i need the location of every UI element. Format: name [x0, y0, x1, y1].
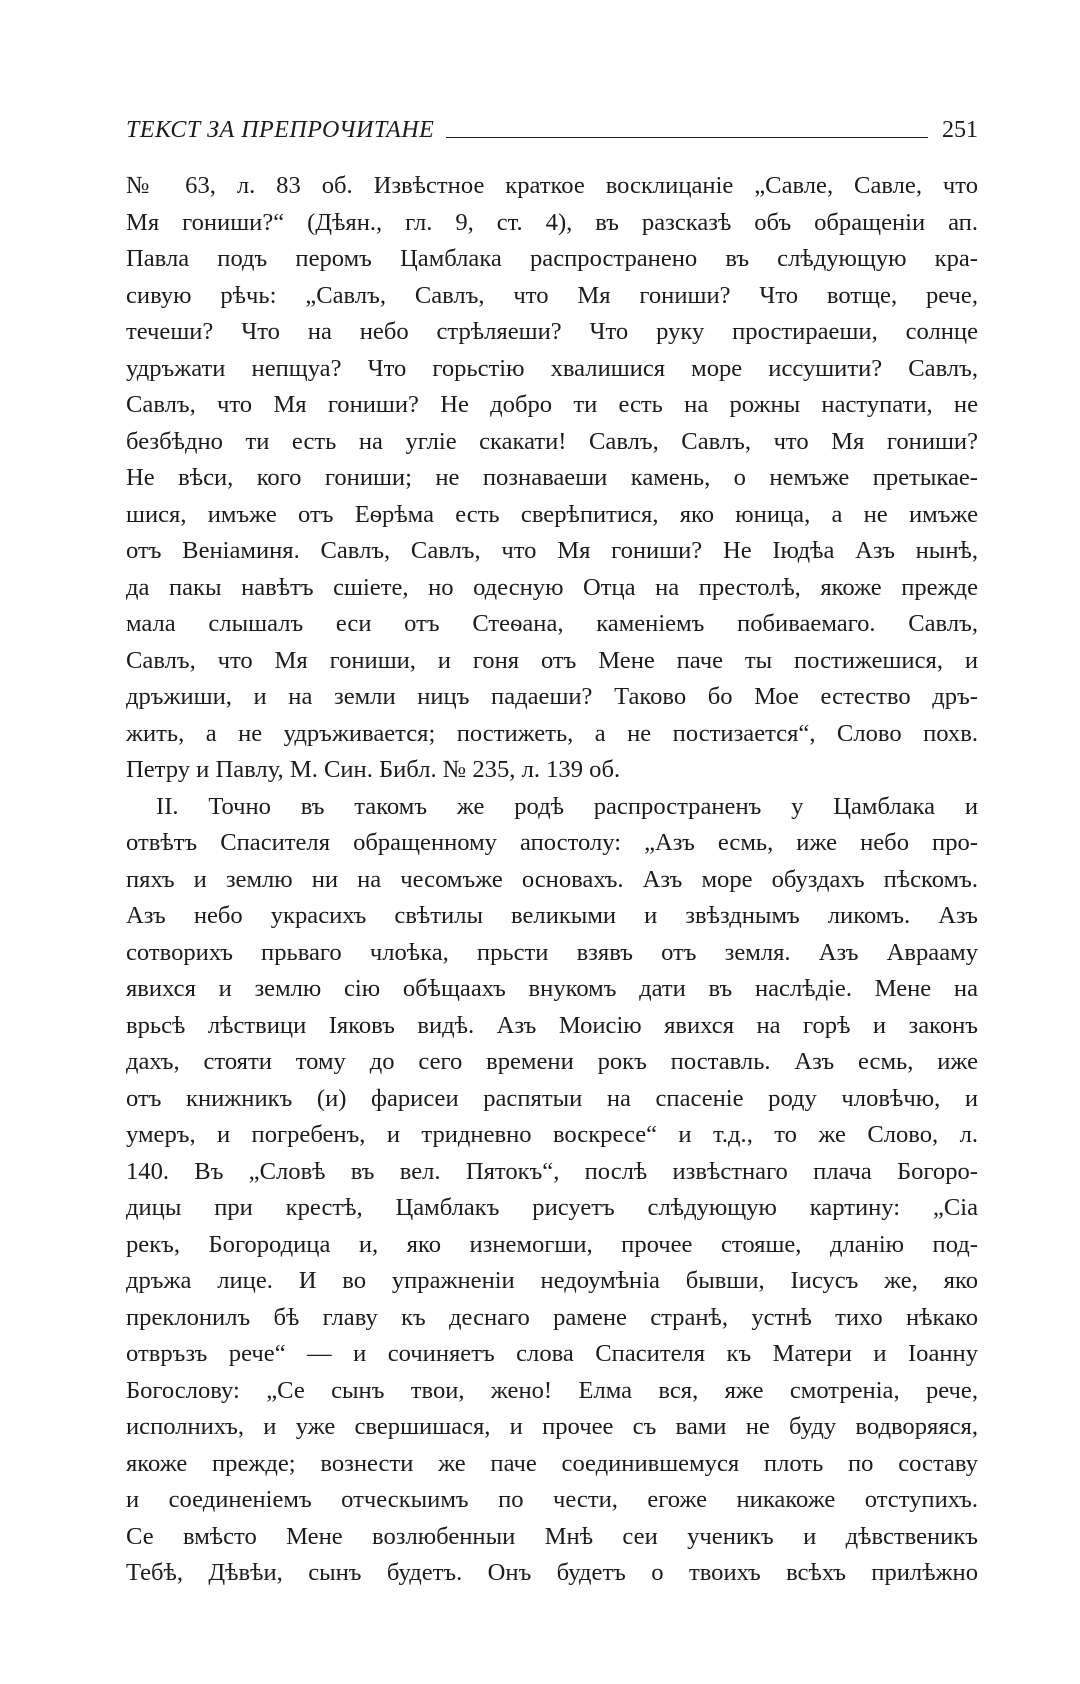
- text-line: Азъ небо украсихъ свѣтилы великыми и звѣзднымъ ликомъ. Азъ: [126, 902, 978, 929]
- body-text: [126, 168, 978, 1592]
- text-line: № 63, л. 83 об. Извѣстное краткое восклицаніе „Савле, Савле, что: [126, 172, 978, 199]
- text-line: Не вѣси, кого гониши; не познаваеши камень, о немъже претыкае-: [126, 464, 978, 491]
- running-title: ТЕКСТ ЗА ПРЕПРОЧИТАНЕ: [126, 117, 435, 143]
- text-line: удръжати непщуа? Что горьстію хвалишися море иссушити? Савлъ,: [126, 354, 978, 382]
- text-line: рекъ, Богородица и, яко изнемогши, прочее стояше, дланію под-: [126, 1230, 978, 1258]
- text-line: дръжа лице. И во упражненіи недоумѣніа бывши, Іисусъ же, яко: [126, 1267, 978, 1294]
- text-line: отъ Веніаминя. Савлъ, Савлъ, что Мя гониши? Не Іюдѣа Азъ нынѣ,: [126, 537, 978, 564]
- text-line: течеши? Что на небо стрѣляеши? Что руку простираеши, солнце: [126, 318, 978, 345]
- text-line: жить, а не удръживается; постижеть, а не постизается“, Слово похв.: [126, 719, 978, 747]
- text-line: врьсѣ лѣствици Іяковъ видѣ. Азъ Моисію явихся на горѣ и законъ: [126, 1011, 978, 1039]
- text-line: Се вмѣсто Мене возлюбенныи Мнѣ сеи ученикъ и дѣвственикъ: [126, 1522, 978, 1550]
- text-line: Савлъ, что Мя гониши? Не добро ти есть на рожны наступати, не: [126, 391, 978, 418]
- text-line: да пакы навѣтъ сшіете, но одесную Отца на престолѣ, якоже прежде: [126, 573, 978, 601]
- text-line: Богослову: „Се сынъ твои, жено! Елма вся, яже смотреніа, рече,: [126, 1376, 978, 1404]
- text-line: дръжиши, и на земли ницъ падаеши? Таково бо Мое естество дръ-: [126, 683, 978, 710]
- text-line: исполнихъ, и уже свершишася, и прочее съ вами не буду водворяяся,: [126, 1413, 978, 1440]
- text-line: дицы при крестѣ, Цамблакъ рисуетъ слѣдующую картину: „Сіа: [126, 1194, 978, 1221]
- page-number: 251: [942, 117, 978, 143]
- text-line: пяхъ и землю ни на чесомъже основахъ. Азъ море обуздахъ пѣскомъ.: [126, 865, 978, 893]
- text-line: отвръзъ рече“ — и сочиняетъ слова Спасителя къ Матери и Іоанну: [126, 1340, 978, 1367]
- header-rule: [446, 137, 928, 138]
- running-header: [126, 108, 978, 144]
- text-line: и соединеніемъ отческыимъ по чести, егоже никакоже отступихъ.: [126, 1486, 978, 1513]
- text-line: Савлъ, что Мя гониши, и гоня отъ Мене паче ты постижешися, и: [126, 646, 978, 674]
- text-line: умеръ, и погребенъ, и тридневно воскресе“ и т.д., то же Слово, л.: [126, 1121, 978, 1148]
- paragraph-start-line: II. Точно въ такомъ же родѣ распространенъ у Цамблака и: [156, 792, 978, 820]
- text-line: безбѣдно ти есть на угліе скакати! Савлъ, Савлъ, что Мя гониши?: [126, 427, 978, 455]
- text-line: Павла подъ перомъ Цамблака распространено въ слѣдующую кра-: [126, 245, 978, 272]
- text-line: Тебѣ, Дѣвѣи, сынъ будетъ. Онъ будетъ о твоихъ всѣхъ прилѣжно: [126, 1559, 978, 1586]
- text-line: якоже прежде; вознести же паче соединившемуся плоть по составу: [126, 1449, 978, 1477]
- text-line: преклонилъ бѣ главу къ деснаго рамене странѣ, устнѣ тихо нѣкако: [126, 1303, 978, 1331]
- text-line: Петру и Павлу, М. Син. Библ. № 235, л. 139 об.: [126, 756, 621, 783]
- text-line: сотворихъ прьваго члоѣка, прьсти взявъ отъ земля. Азъ Аврааму: [126, 938, 978, 966]
- text-line: отъ книжникъ (и) фарисеи распятыи на спасеніе роду чловѣчю, и: [126, 1084, 978, 1112]
- text-line: явихся и землю сію обѣщаахъ внукомъ дати въ наслѣдіе. Мене на: [126, 975, 978, 1002]
- text-line: шися, имъже отъ Еѳрѣма есть сверѣпитися, яко юница, а не имъже: [126, 500, 978, 528]
- text-line: отвѣтъ Спасителя обращенному апостолу: „Азъ есмь, иже небо про-: [126, 829, 978, 856]
- text-line: Мя гониши?“ (Дѣян., гл. 9, ст. 4), въ разсказѣ объ обращеніи ап.: [126, 208, 978, 236]
- text-line: мала слышалъ еси отъ Стеѳана, каменіемъ побиваемаго. Савлъ,: [126, 610, 978, 637]
- text-line: дахъ, стояти тому до сего времени рокъ поставль. Азъ есмь, иже: [126, 1048, 978, 1075]
- text-line: сивую рѣчь: „Савлъ, Савлъ, что Мя гониши? Что вотще, рече,: [126, 281, 978, 309]
- text-line: 140. Въ „Словѣ въ вел. Пятокъ“, послѣ извѣстнаго плача Богоро-: [126, 1157, 978, 1185]
